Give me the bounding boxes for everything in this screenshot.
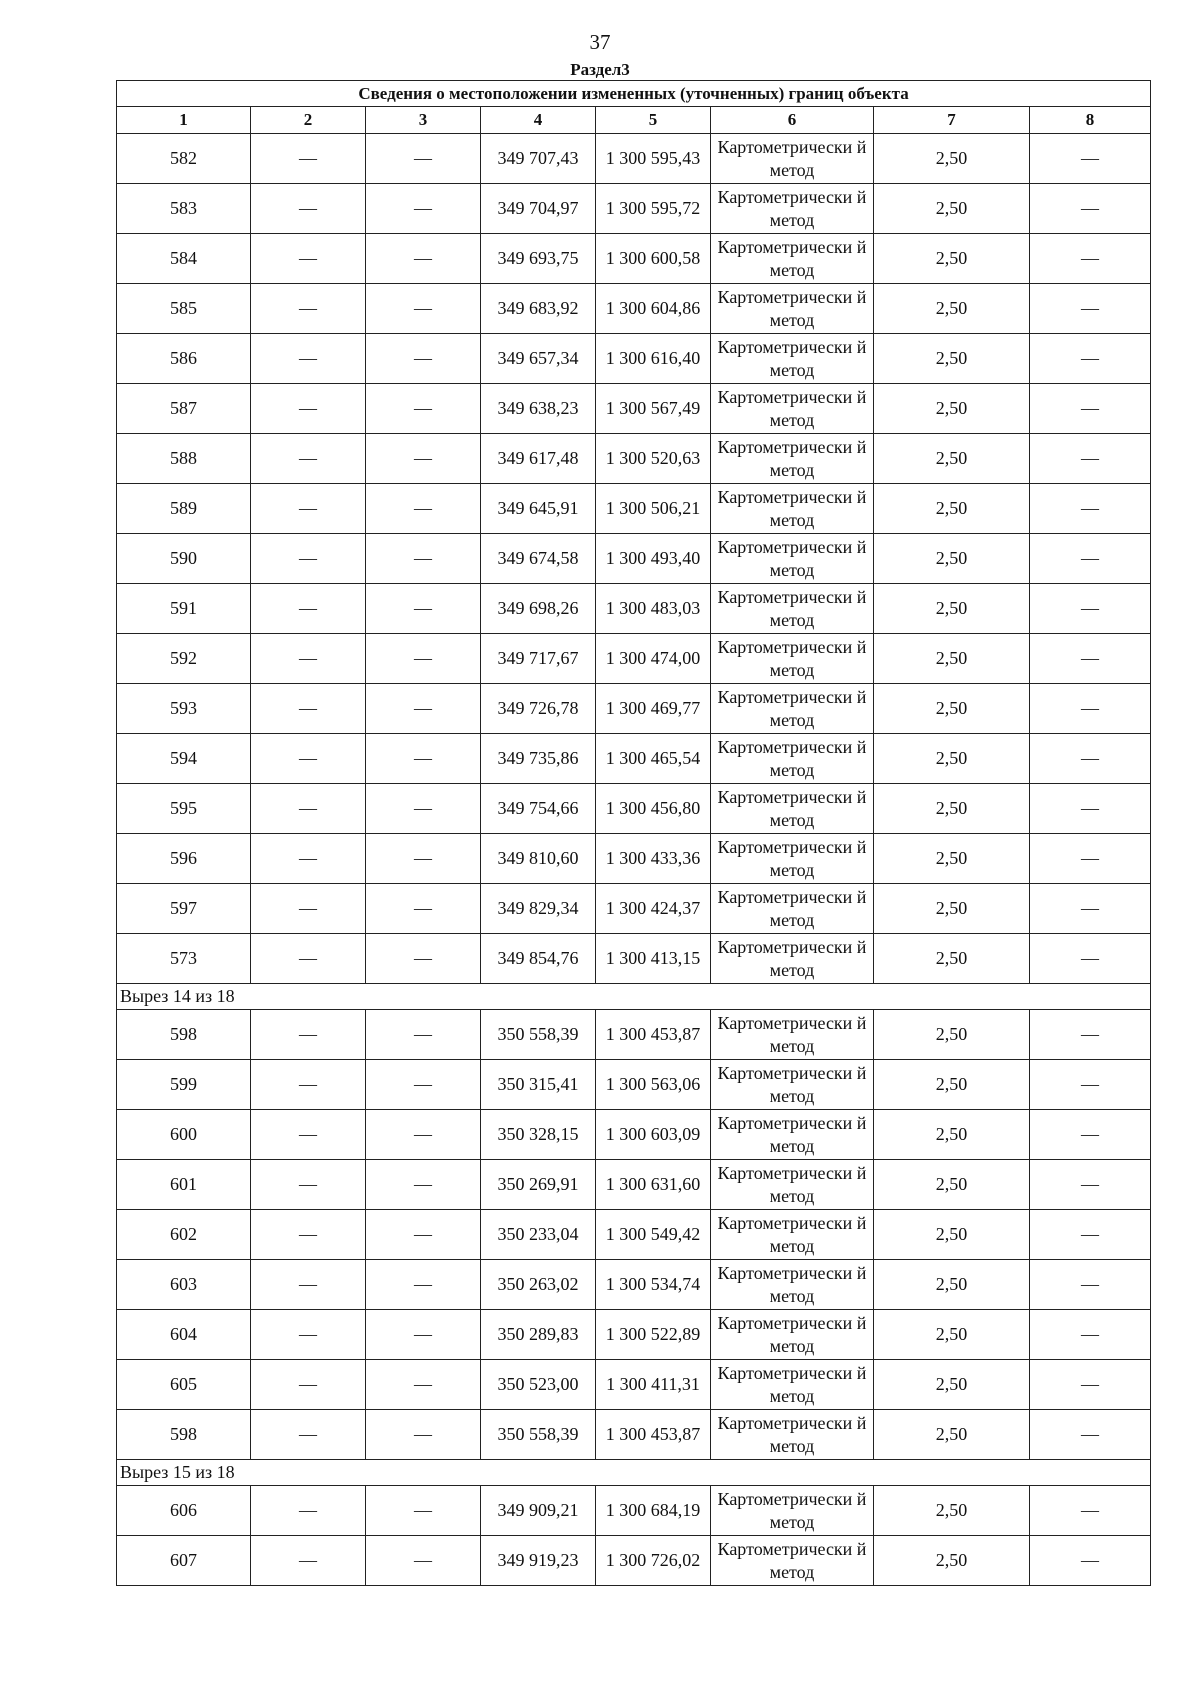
method-cell: Картометрически й метод [711, 1160, 874, 1210]
x-coordinate-cell: 349 735,86 [481, 734, 596, 784]
empty-dash-cell: — [1030, 1310, 1151, 1360]
accuracy-cell: 2,50 [874, 584, 1030, 634]
empty-dash-cell: — [366, 1110, 481, 1160]
empty-dash-cell: — [366, 484, 481, 534]
table-row [117, 784, 1151, 834]
method-cell: Картометрически й метод [711, 1360, 874, 1410]
accuracy-cell: 2,50 [874, 234, 1030, 284]
column-header: 8 [1030, 107, 1151, 134]
table-row [117, 1010, 1151, 1060]
empty-dash-cell: — [1030, 584, 1151, 634]
accuracy-cell: 2,50 [874, 1486, 1030, 1536]
empty-dash-cell: — [251, 484, 366, 534]
point-number-cell: 607 [117, 1536, 251, 1586]
empty-dash-cell: — [1030, 234, 1151, 284]
empty-dash-cell: — [251, 1110, 366, 1160]
empty-dash-cell: — [366, 934, 481, 984]
empty-dash-cell: — [251, 184, 366, 234]
x-coordinate-cell: 349 698,26 [481, 584, 596, 634]
empty-dash-cell: — [366, 534, 481, 584]
point-number-cell: 588 [117, 434, 251, 484]
table-row [117, 234, 1151, 284]
empty-dash-cell: — [366, 434, 481, 484]
y-coordinate-cell: 1 300 453,87 [596, 1010, 711, 1060]
x-coordinate-cell: 350 328,15 [481, 1110, 596, 1160]
accuracy-cell: 2,50 [874, 1536, 1030, 1586]
y-coordinate-cell: 1 300 474,00 [596, 634, 711, 684]
empty-dash-cell: — [366, 234, 481, 284]
table-row [117, 334, 1151, 384]
empty-dash-cell: — [1030, 334, 1151, 384]
method-cell: Картометрически й метод [711, 184, 874, 234]
empty-dash-cell: — [366, 684, 481, 734]
x-coordinate-cell: 350 233,04 [481, 1210, 596, 1260]
empty-dash-cell: — [251, 734, 366, 784]
empty-dash-cell: — [251, 1060, 366, 1110]
table-row [117, 1060, 1151, 1110]
empty-dash-cell: — [366, 1260, 481, 1310]
point-number-cell: 593 [117, 684, 251, 734]
table-row [117, 434, 1151, 484]
y-coordinate-cell: 1 300 726,02 [596, 1536, 711, 1586]
method-cell: Картометрически й метод [711, 234, 874, 284]
method-cell: Картометрически й метод [711, 1010, 874, 1060]
accuracy-cell: 2,50 [874, 434, 1030, 484]
empty-dash-cell: — [366, 1060, 481, 1110]
table-row [117, 884, 1151, 934]
table-caption: Сведения о местоположении измененных (уточненных) границ объекта [117, 81, 1151, 107]
empty-dash-cell: — [251, 934, 366, 984]
empty-dash-cell: — [366, 1160, 481, 1210]
table-row [117, 1210, 1151, 1260]
empty-dash-cell: — [1030, 734, 1151, 784]
point-number-cell: 583 [117, 184, 251, 234]
empty-dash-cell: — [366, 384, 481, 434]
empty-dash-cell: — [366, 1410, 481, 1460]
table-row [117, 284, 1151, 334]
method-cell: Картометрически й метод [711, 1110, 874, 1160]
coordinates-table [116, 80, 1151, 1586]
x-coordinate-cell: 349 638,23 [481, 384, 596, 434]
point-number-cell: 585 [117, 284, 251, 334]
empty-dash-cell: — [251, 234, 366, 284]
y-coordinate-cell: 1 300 433,36 [596, 834, 711, 884]
empty-dash-cell: — [366, 884, 481, 934]
point-number-cell: 597 [117, 884, 251, 934]
x-coordinate-cell: 349 693,75 [481, 234, 596, 284]
empty-dash-cell: — [1030, 484, 1151, 534]
table-row [117, 134, 1151, 184]
table-row [117, 734, 1151, 784]
point-number-cell: 605 [117, 1360, 251, 1410]
method-cell: Картометрически й метод [711, 1060, 874, 1110]
x-coordinate-cell: 349 707,43 [481, 134, 596, 184]
empty-dash-cell: — [366, 1010, 481, 1060]
empty-dash-cell: — [1030, 884, 1151, 934]
y-coordinate-cell: 1 300 456,80 [596, 784, 711, 834]
point-number-cell: 594 [117, 734, 251, 784]
accuracy-cell: 2,50 [874, 1160, 1030, 1210]
table-row [117, 1260, 1151, 1310]
point-number-cell: 600 [117, 1110, 251, 1160]
empty-dash-cell: — [251, 684, 366, 734]
method-cell: Картометрически й метод [711, 734, 874, 784]
accuracy-cell: 2,50 [874, 734, 1030, 784]
method-cell: Картометрически й метод [711, 334, 874, 384]
empty-dash-cell: — [366, 1536, 481, 1586]
table-row [117, 934, 1151, 984]
empty-dash-cell: — [251, 1160, 366, 1210]
method-cell: Картометрически й метод [711, 1536, 874, 1586]
y-coordinate-cell: 1 300 424,37 [596, 884, 711, 934]
method-cell: Картометрически й метод [711, 634, 874, 684]
empty-dash-cell: — [1030, 1410, 1151, 1460]
accuracy-cell: 2,50 [874, 1410, 1030, 1460]
column-numbers-row [117, 107, 1151, 134]
method-cell: Картометрически й метод [711, 384, 874, 434]
empty-dash-cell: — [366, 184, 481, 234]
method-cell: Картометрически й метод [711, 1486, 874, 1536]
empty-dash-cell: — [366, 734, 481, 784]
empty-dash-cell: — [366, 634, 481, 684]
method-cell: Картометрически й метод [711, 834, 874, 884]
point-number-cell: 586 [117, 334, 251, 384]
empty-dash-cell: — [1030, 1260, 1151, 1310]
y-coordinate-cell: 1 300 595,43 [596, 134, 711, 184]
empty-dash-cell: — [251, 1010, 366, 1060]
accuracy-cell: 2,50 [874, 884, 1030, 934]
point-number-cell: 592 [117, 634, 251, 684]
empty-dash-cell: — [366, 784, 481, 834]
x-coordinate-cell: 350 558,39 [481, 1010, 596, 1060]
column-header: 1 [117, 107, 251, 134]
accuracy-cell: 2,50 [874, 184, 1030, 234]
empty-dash-cell: — [366, 1360, 481, 1410]
empty-dash-cell: — [251, 384, 366, 434]
point-number-cell: 598 [117, 1010, 251, 1060]
empty-dash-cell: — [366, 1310, 481, 1360]
empty-dash-cell: — [1030, 1160, 1151, 1210]
page-number: 37 [589, 30, 611, 54]
accuracy-cell: 2,50 [874, 1310, 1030, 1360]
empty-dash-cell: — [1030, 1486, 1151, 1536]
empty-dash-cell: — [251, 1486, 366, 1536]
point-number-cell: 589 [117, 484, 251, 534]
empty-dash-cell: — [366, 1486, 481, 1536]
empty-dash-cell: — [251, 1360, 366, 1410]
x-coordinate-cell: 350 315,41 [481, 1060, 596, 1110]
x-coordinate-cell: 349 717,67 [481, 634, 596, 684]
y-coordinate-cell: 1 300 465,54 [596, 734, 711, 784]
method-cell: Картометрически й метод [711, 134, 874, 184]
x-coordinate-cell: 349 810,60 [481, 834, 596, 884]
accuracy-cell: 2,50 [874, 634, 1030, 684]
y-coordinate-cell: 1 300 469,77 [596, 684, 711, 734]
point-number-cell: 590 [117, 534, 251, 584]
x-coordinate-cell: 350 269,91 [481, 1160, 596, 1210]
empty-dash-cell: — [251, 1210, 366, 1260]
method-cell: Картометрически й метод [711, 1210, 874, 1260]
y-coordinate-cell: 1 300 493,40 [596, 534, 711, 584]
accuracy-cell: 2,50 [874, 934, 1030, 984]
y-coordinate-cell: 1 300 549,42 [596, 1210, 711, 1260]
empty-dash-cell: — [1030, 684, 1151, 734]
empty-dash-cell: — [1030, 834, 1151, 884]
column-header: 6 [711, 107, 874, 134]
y-coordinate-cell: 1 300 453,87 [596, 1410, 711, 1460]
empty-dash-cell: — [251, 834, 366, 884]
empty-dash-cell: — [251, 334, 366, 384]
table-row [117, 1160, 1151, 1210]
empty-dash-cell: — [1030, 134, 1151, 184]
accuracy-cell: 2,50 [874, 1010, 1030, 1060]
x-coordinate-cell: 350 558,39 [481, 1410, 596, 1460]
x-coordinate-cell: 349 829,34 [481, 884, 596, 934]
method-cell: Картометрически й метод [711, 1310, 874, 1360]
x-coordinate-cell: 350 523,00 [481, 1360, 596, 1410]
accuracy-cell: 2,50 [874, 1210, 1030, 1260]
empty-dash-cell: — [251, 134, 366, 184]
accuracy-cell: 2,50 [874, 384, 1030, 434]
y-coordinate-cell: 1 300 604,86 [596, 284, 711, 334]
method-cell: Картометрически й метод [711, 784, 874, 834]
y-coordinate-cell: 1 300 520,63 [596, 434, 711, 484]
empty-dash-cell: — [1030, 1060, 1151, 1110]
empty-dash-cell: — [366, 834, 481, 884]
empty-dash-cell: — [1030, 1536, 1151, 1586]
empty-dash-cell: — [251, 434, 366, 484]
empty-dash-cell: — [366, 584, 481, 634]
column-header: 5 [596, 107, 711, 134]
y-coordinate-cell: 1 300 631,60 [596, 1160, 711, 1210]
method-cell: Картометрически й метод [711, 684, 874, 734]
table-row [117, 1410, 1151, 1460]
empty-dash-cell: — [1030, 784, 1151, 834]
y-coordinate-cell: 1 300 483,03 [596, 584, 711, 634]
x-coordinate-cell: 349 645,91 [481, 484, 596, 534]
method-cell: Картометрически й метод [711, 884, 874, 934]
empty-dash-cell: — [1030, 534, 1151, 584]
accuracy-cell: 2,50 [874, 834, 1030, 884]
cut-section-row [117, 984, 1151, 1010]
method-cell: Картометрически й метод [711, 1260, 874, 1310]
table-row [117, 684, 1151, 734]
y-coordinate-cell: 1 300 506,21 [596, 484, 711, 534]
empty-dash-cell: — [1030, 1210, 1151, 1260]
point-number-cell: 603 [117, 1260, 251, 1310]
x-coordinate-cell: 349 657,34 [481, 334, 596, 384]
y-coordinate-cell: 1 300 567,49 [596, 384, 711, 434]
column-header: 2 [251, 107, 366, 134]
method-cell: Картометрически й метод [711, 484, 874, 534]
empty-dash-cell: — [366, 334, 481, 384]
column-header: 7 [874, 107, 1030, 134]
accuracy-cell: 2,50 [874, 1360, 1030, 1410]
method-cell: Картометрически й метод [711, 584, 874, 634]
section-title: Раздел3 [570, 60, 630, 79]
empty-dash-cell: — [251, 584, 366, 634]
table-row [117, 1360, 1151, 1410]
empty-dash-cell: — [251, 1410, 366, 1460]
x-coordinate-cell: 350 263,02 [481, 1260, 596, 1310]
empty-dash-cell: — [366, 1210, 481, 1260]
empty-dash-cell: — [1030, 634, 1151, 684]
point-number-cell: 587 [117, 384, 251, 434]
empty-dash-cell: — [251, 634, 366, 684]
y-coordinate-cell: 1 300 534,74 [596, 1260, 711, 1310]
y-coordinate-cell: 1 300 563,06 [596, 1060, 711, 1110]
x-coordinate-cell: 349 704,97 [481, 184, 596, 234]
point-number-cell: 606 [117, 1486, 251, 1536]
point-number-cell: 573 [117, 934, 251, 984]
table-row [117, 534, 1151, 584]
empty-dash-cell: — [1030, 1110, 1151, 1160]
x-coordinate-cell: 349 683,92 [481, 284, 596, 334]
x-coordinate-cell: 349 617,48 [481, 434, 596, 484]
empty-dash-cell: — [251, 534, 366, 584]
method-cell: Картометрически й метод [711, 284, 874, 334]
x-coordinate-cell: 350 289,83 [481, 1310, 596, 1360]
empty-dash-cell: — [251, 884, 366, 934]
empty-dash-cell: — [1030, 934, 1151, 984]
accuracy-cell: 2,50 [874, 1060, 1030, 1110]
empty-dash-cell: — [366, 284, 481, 334]
point-number-cell: 595 [117, 784, 251, 834]
empty-dash-cell: — [251, 1310, 366, 1360]
table-row [117, 184, 1151, 234]
y-coordinate-cell: 1 300 595,72 [596, 184, 711, 234]
empty-dash-cell: — [251, 784, 366, 834]
accuracy-cell: 2,50 [874, 484, 1030, 534]
y-coordinate-cell: 1 300 413,15 [596, 934, 711, 984]
method-cell: Картометрически й метод [711, 934, 874, 984]
accuracy-cell: 2,50 [874, 1260, 1030, 1310]
x-coordinate-cell: 349 674,58 [481, 534, 596, 584]
empty-dash-cell: — [366, 134, 481, 184]
empty-dash-cell: — [1030, 284, 1151, 334]
y-coordinate-cell: 1 300 411,31 [596, 1360, 711, 1410]
point-number-cell: 582 [117, 134, 251, 184]
table-row [117, 484, 1151, 534]
point-number-cell: 602 [117, 1210, 251, 1260]
empty-dash-cell: — [1030, 434, 1151, 484]
y-coordinate-cell: 1 300 603,09 [596, 1110, 711, 1160]
x-coordinate-cell: 349 726,78 [481, 684, 596, 734]
table-row [117, 1536, 1151, 1586]
accuracy-cell: 2,50 [874, 534, 1030, 584]
empty-dash-cell: — [251, 284, 366, 334]
accuracy-cell: 2,50 [874, 334, 1030, 384]
empty-dash-cell: — [1030, 1010, 1151, 1060]
method-cell: Картометрически й метод [711, 534, 874, 584]
x-coordinate-cell: 349 909,21 [481, 1486, 596, 1536]
point-number-cell: 591 [117, 584, 251, 634]
accuracy-cell: 2,50 [874, 784, 1030, 834]
table-row [117, 1310, 1151, 1360]
x-coordinate-cell: 349 854,76 [481, 934, 596, 984]
empty-dash-cell: — [1030, 384, 1151, 434]
empty-dash-cell: — [251, 1260, 366, 1310]
x-coordinate-cell: 349 919,23 [481, 1536, 596, 1586]
empty-dash-cell: — [1030, 184, 1151, 234]
accuracy-cell: 2,50 [874, 284, 1030, 334]
table-row [117, 634, 1151, 684]
table-row [117, 1110, 1151, 1160]
y-coordinate-cell: 1 300 600,58 [596, 234, 711, 284]
point-number-cell: 604 [117, 1310, 251, 1360]
accuracy-cell: 2,50 [874, 684, 1030, 734]
method-cell: Картометрически й метод [711, 434, 874, 484]
table-row [117, 584, 1151, 634]
empty-dash-cell: — [1030, 1360, 1151, 1410]
y-coordinate-cell: 1 300 684,19 [596, 1486, 711, 1536]
y-coordinate-cell: 1 300 616,40 [596, 334, 711, 384]
accuracy-cell: 2,50 [874, 1110, 1030, 1160]
column-header: 3 [366, 107, 481, 134]
column-header: 4 [481, 107, 596, 134]
point-number-cell: 599 [117, 1060, 251, 1110]
y-coordinate-cell: 1 300 522,89 [596, 1310, 711, 1360]
table-row [117, 384, 1151, 434]
table-body [117, 134, 1151, 1586]
point-number-cell: 598 [117, 1410, 251, 1460]
method-cell: Картометрически й метод [711, 1410, 874, 1460]
point-number-cell: 584 [117, 234, 251, 284]
cut-section-label: Вырез 15 из 18 [117, 1460, 1151, 1486]
accuracy-cell: 2,50 [874, 134, 1030, 184]
point-number-cell: 601 [117, 1160, 251, 1210]
cut-section-row [117, 1460, 1151, 1486]
cut-section-label: Вырез 14 из 18 [117, 984, 1151, 1010]
point-number-cell: 596 [117, 834, 251, 884]
empty-dash-cell: — [251, 1536, 366, 1586]
table-row [117, 1486, 1151, 1536]
table-row [117, 834, 1151, 884]
x-coordinate-cell: 349 754,66 [481, 784, 596, 834]
